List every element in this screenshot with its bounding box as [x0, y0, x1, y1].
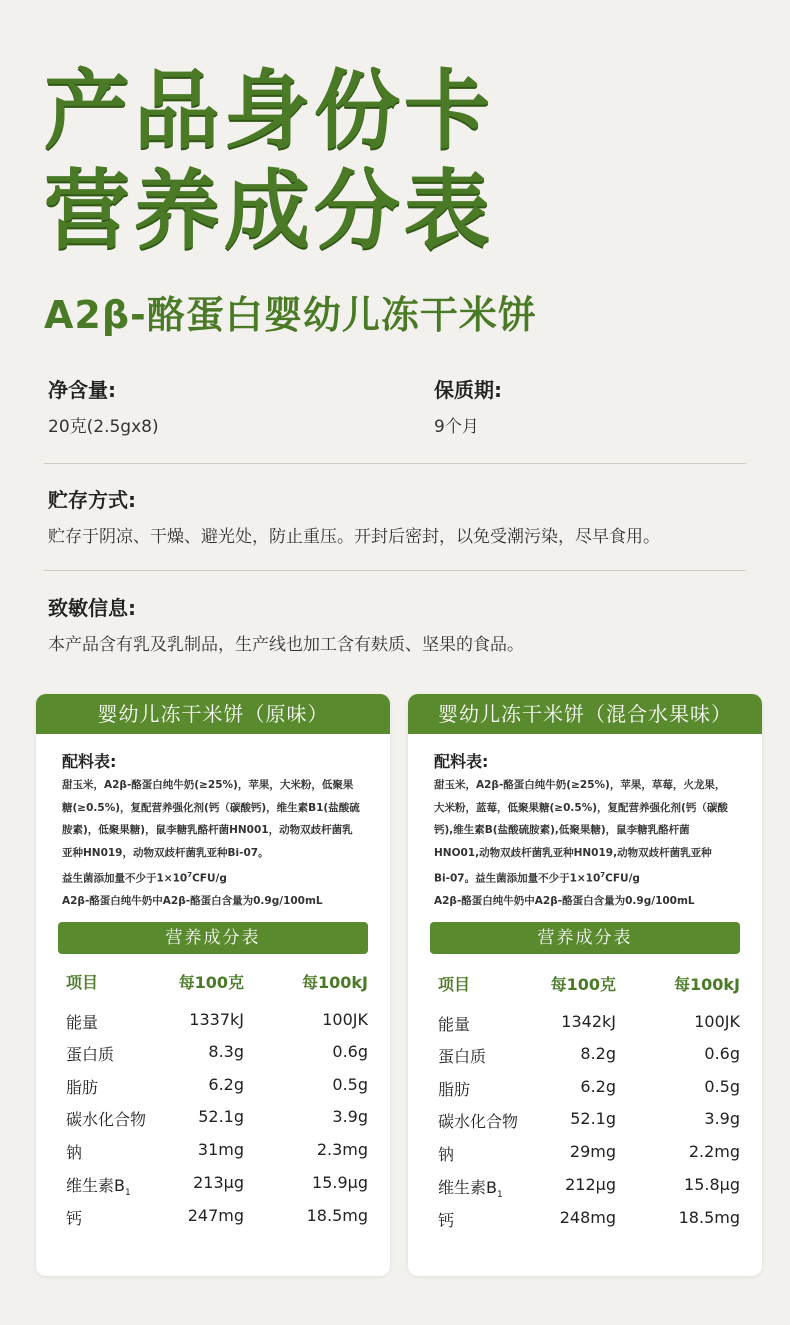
value-per-100kj: 3.9g: [704, 1109, 740, 1128]
ingredient-line: 钙),维生素B(盐酸硫胺素),低聚果糖)，鼠李糖乳酪杆菌: [434, 824, 690, 836]
nutrition-row: [36, 1010, 390, 1040]
card-title: 婴幼儿冻干米饼（混合水果味）: [408, 694, 762, 734]
nutrient-name: 钙: [438, 1211, 455, 1230]
value-per-100kj: 0.5g: [704, 1077, 740, 1096]
probiotic-note: [62, 864, 366, 890]
title-line-1: 产品身份卡: [44, 61, 494, 161]
nutrition-row: [36, 1140, 390, 1170]
ingredient-line: 糖(≥0.5%)，复配营养强化剂(钙（碳酸钙)，维生素B1(盐酸硫: [62, 801, 360, 814]
vitamin-subscript: 1: [496, 1190, 503, 1201]
value-per-100kj: 15.8μg: [684, 1175, 740, 1194]
value-per-100g: 52.1g: [198, 1107, 244, 1126]
value-per-100kj: 18.5mg: [678, 1208, 740, 1227]
value-per-100kj: 18.5mg: [306, 1206, 368, 1225]
nutrient-name: 能量: [66, 1013, 99, 1032]
nutrition-header-row: [408, 972, 762, 1002]
nutrition-title-bar: 营养成分表: [430, 922, 740, 954]
casein-note: A2β-酪蛋白纯牛奶中A2β-酪蛋白含量为0.9g/100mL: [62, 895, 323, 907]
col-per-100kj: 每100kJ: [674, 975, 740, 994]
ingredient-line: 亚种HN019，动物双歧杆菌乳亚种Bi-07。: [62, 846, 269, 859]
nutrient-name: 蛋白质: [438, 1047, 487, 1066]
value-per-100kj: 0.5g: [332, 1075, 368, 1094]
nutrition-row: [408, 1109, 762, 1139]
net-weight-label: 净含量:: [48, 378, 116, 402]
storage-label: 贮存方式:: [48, 488, 136, 512]
value-per-100g: 52.1g: [570, 1109, 616, 1128]
value-per-100kj: 0.6g: [704, 1044, 740, 1063]
nutrient-name: 碳水化合物: [438, 1112, 519, 1131]
nutrient-name: 脂肪: [438, 1080, 471, 1099]
nutrient-name: 脂肪: [66, 1078, 99, 1097]
nutrient-name: 维生素B: [438, 1178, 497, 1197]
vitamin-subscript: 1: [124, 1188, 131, 1199]
nutrition-row: [408, 1077, 762, 1107]
value-per-100g: 248mg: [559, 1208, 616, 1227]
nutrient-name: 钙: [66, 1209, 83, 1228]
ingredients-text: [434, 774, 738, 913]
storage-value: 贮存于阴凉、干燥、避光处，防止重压。开封后密封，以免受潮污染，尽早食用。: [48, 527, 660, 547]
nutrition-row: [36, 1173, 390, 1203]
nutrition-row: [36, 1107, 390, 1137]
title-line-2: 营养成分表: [44, 161, 494, 261]
probiotic-exponent: 7: [187, 871, 193, 879]
value-per-100kj: 100JK: [322, 1010, 368, 1029]
product-card-mixed-fruit: [408, 694, 762, 1276]
net-weight-value: 20克(2.5gx8): [48, 417, 159, 437]
nutrition-row: [36, 1075, 390, 1105]
ingredients-title: 配料表:: [62, 752, 117, 771]
value-per-100kj: 100JK: [694, 1012, 740, 1031]
value-per-100g: 29mg: [569, 1142, 616, 1161]
ingredient-line: 甜玉米，A2β-酪蛋白纯牛奶(≥25%)，苹果，大米粉，低聚果: [62, 779, 354, 791]
allergen-value: 本产品含有乳及乳制品，生产线也加工含有麸质、坚果的食品。: [48, 635, 524, 655]
divider: [44, 463, 746, 464]
ingredient-line: [434, 864, 738, 890]
nutrient-name: 能量: [438, 1015, 471, 1034]
probiotic-prefix: 益生菌添加量不少于1×10: [62, 872, 188, 885]
shelf-life-label: 保质期:: [434, 378, 502, 402]
value-per-100kj: 3.9g: [332, 1107, 368, 1126]
nutrient-name-vitamin-b1: [66, 1173, 131, 1198]
probiotic-prefix: Bi-07。益生菌添加量不少于1×10: [434, 872, 601, 885]
col-per-100kj: 每100kJ: [302, 973, 368, 992]
product-subtitle: A2β-酪蛋白婴幼儿冻干米饼: [44, 293, 537, 337]
casein-note: A2β-酪蛋白纯牛奶中A2β-酪蛋白含量为0.9g/100mL: [434, 895, 695, 907]
allergen-label: 致敏信息:: [48, 596, 136, 620]
value-per-100kj: 15.9μg: [312, 1173, 368, 1192]
nutrient-name-vitamin-b1: [438, 1175, 503, 1200]
nutrition-row: [36, 1206, 390, 1236]
ingredient-line: HNO01,动物双歧杆菌乳亚种HN019,动物双歧杆菌乳亚种: [434, 846, 712, 859]
nutrition-row: [408, 1142, 762, 1172]
value-per-100g: 247mg: [187, 1206, 244, 1225]
nutrient-name: 钠: [438, 1145, 455, 1164]
nutrient-name: 蛋白质: [66, 1045, 115, 1064]
nutrition-title-bar: 营养成分表: [58, 922, 368, 954]
ingredients-text: [62, 774, 366, 913]
nutrient-name: 钠: [66, 1143, 83, 1162]
value-per-100g: 1337kJ: [189, 1010, 244, 1029]
value-per-100g: 6.2g: [208, 1075, 244, 1094]
ingredient-line: 甜玉米，A2β-酪蛋白纯牛奶(≥25%)，苹果，草莓，火龙果，: [434, 779, 726, 791]
ingredient-line: 胺素)，低聚果糖)，鼠李糖乳酪杆菌HN001，动物双歧杆菌乳: [62, 824, 353, 836]
value-per-100g: 6.2g: [580, 1077, 616, 1096]
value-per-100kj: 0.6g: [332, 1042, 368, 1061]
value-per-100g: 31mg: [197, 1140, 244, 1159]
value-per-100g: 1342kJ: [561, 1012, 616, 1031]
probiotic-exponent: 7: [600, 871, 606, 879]
probiotic-suffix: CFU/g: [605, 872, 640, 885]
value-per-100g: 213μg: [193, 1173, 244, 1192]
divider: [44, 570, 746, 571]
nutrient-name: 维生素B: [66, 1176, 125, 1195]
shelf-life-value: 9个月: [434, 417, 479, 437]
col-item: 项目: [66, 973, 99, 992]
col-item: 项目: [438, 975, 471, 994]
col-per-100g: 每100克: [178, 973, 244, 992]
ingredient-line: 大米粉，蓝莓，低聚果糖(≥0.5%)，复配营养强化剂(钙（碳酸: [434, 801, 728, 814]
nutrition-row: [408, 1044, 762, 1074]
nutrition-row: [408, 1012, 762, 1042]
value-per-100g: 8.3g: [208, 1042, 244, 1061]
ingredients-title: 配料表:: [434, 752, 489, 771]
value-per-100kj: 2.3mg: [316, 1140, 368, 1159]
value-per-100g: 8.2g: [580, 1044, 616, 1063]
product-card-original: [36, 694, 390, 1276]
card-title: 婴幼儿冻干米饼（原味）: [36, 694, 390, 734]
probiotic-suffix: CFU/g: [192, 872, 227, 885]
nutrition-header-row: [36, 970, 390, 1000]
nutrition-row: [408, 1208, 762, 1238]
nutrient-name: 碳水化合物: [66, 1110, 147, 1129]
value-per-100kj: 2.2mg: [688, 1142, 740, 1161]
nutrition-row: [408, 1175, 762, 1205]
value-per-100g: 212μg: [565, 1175, 616, 1194]
nutrition-row: [36, 1042, 390, 1072]
col-per-100g: 每100克: [550, 975, 616, 994]
